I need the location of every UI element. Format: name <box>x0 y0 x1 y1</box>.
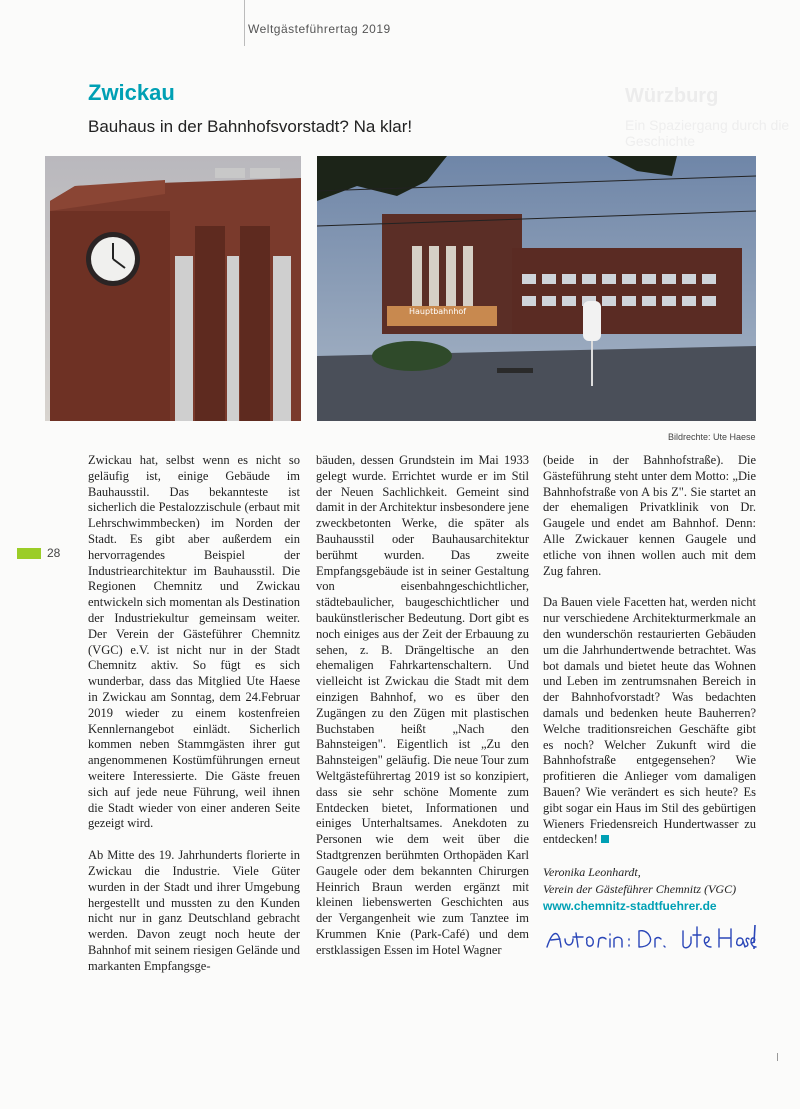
author-org: Verein der Gästeführer Chemnitz (VGC) <box>543 882 737 897</box>
author-block <box>543 864 756 898</box>
station-illustration <box>317 156 756 421</box>
bleed-through-subtitle: Ein Spaziergang durch die Geschichte <box>625 117 790 149</box>
margin-mark <box>777 1053 778 1061</box>
article-title: Zwickau <box>88 80 175 105</box>
running-header: Weltgästeführertag 2019 <box>248 22 391 36</box>
paragraph-text: Da Bauen viele Facetten hat, werden nicht nur verschiedene Architekturmerkmale an den wunderschön restaurierten Gebäuden um die Jahrhundertwende betrachtet. Was bot damals und bietet heute das Wohnen und Leben im zentrumsnahen Bereich in der Bahnhofvorstadt? Was bedachten damals und bedenken heute Bauherren? Welche traditionsreichen Geschäfte gibt es noch? Welcher Zukunft wird die Bahnhofstraße entgegensehen? Wie profitieren die Anlieger vom damaligen Bauen? Wie verändert es sich heute? Es gibt sogar ein Haus im Stil des gebürtigen Wieners Friedensreich Hundertwasser zu entdecken! <box>543 595 756 847</box>
handwriting-image <box>543 921 758 955</box>
end-mark-icon <box>601 835 609 843</box>
paragraph: bäuden, dessen Grundstein im Mai 1933 gelegt wurde. Errichtet wurde er im Stil der Neuen Sachlichkeit. Gemeint sind damit in der Architektur insbesondere jene zweckbetonten Werke, die später als Bauhausstil oder Bauhausarchitektur berühmt wurden. Das zweite Empfangsgebäude ist in seiner Gestaltung von eisenbahngeschichtlicher, städtebaulicher, baugeschichtlicher und baukünstlerischer Bedeutung. Dort gibt es noch einiges aus der Zeit der Erbauung zu sehen, z. B. Drängeltische an den ehemaligen Fahrkartenschaltern. Und vielleicht ist Zwickau die Stadt mit dem einzigen Bahnhof, wo es über den Zugängen zu den Zügen mit plastischen Buchstaben heißt „Nach den Bahnsteigen". Eigentlich ist „Zu den Bahnsteigen" geläufig. Die neue Tour zum Weltgästeführertag 2019 ist so konzipiert, dass sie sehr schöne Momente zum Entdecken bietet, Informationen und einiges Unterhaltsames. Anekdoten zu Personen wie dem weit über die Stadtgrenzen berühmten Orthopäden Karl Gaugele oder dem bekannten Chirurgen Heinrich Braun werden ergänzt mit kleinen liebenswerten Geschichten aus der Vergangenheit wie zum Tanztee im Krummen Knie (Park-Café) und dem erstklassigen Essen im Hotel Wagner <box>316 453 529 957</box>
photo-credit: Bildrechte: Ute Haese <box>668 432 756 442</box>
clock-tower-illustration <box>45 156 301 421</box>
paragraph-last <box>543 595 756 848</box>
text-column-3 <box>543 453 756 960</box>
clock-tower-photo <box>45 156 301 421</box>
text-column-1 <box>88 453 300 991</box>
handwritten-note <box>543 921 756 960</box>
paragraph: Zwickau hat, selbst wenn es nicht so geläufig ist, einige Gebäude im Bauhausstil. Das bekannteste ist sicherlich die Pestalozzischule (erbaut mit Lehrschwimmbecken) im Norden der Stadt. Es gibt aber außerdem ein hervorragendes Beispiel der Industriearchitektur im Bauhausstil. Die Regionen Chemnitz und Zwickau entwickeln sich momentan als Destination der Industriekultur gemeinsam weiter. Der Verein der Gästeführer Chemnitz (VGC) e.V. ist nicht nur in der Stadt Chemnitz aktiv. So fügt es sich wunderbar, dass das Mitglied Ute Haese in Zwickau am Sonntag, dem 24.Februar 2019 wieder zu einem kostenfreien Kennlernangebot einlädt. Sicherlich kommen neben Stammgästen ihrer gut angenommenen Kostümführungen erneut weitere Interessierte. Die Gäste freuen sich auf jede neue Führung, weil ihnen die Stadt wieder von einer anderen Seite gezeigt wird. <box>88 453 300 831</box>
paragraph: (beide in der Bahnhofstraße). Die Gästeführung steht unter dem Motto: „Die Bahnhofstraße von A bis Z". Sie startet an der ehemaligen Privatklinik von Dr. Gaugele und endet am Bahnhof. Denn: Alle Zwickauer kennen Gaugele und etliche von ihnen wollen auch mit dem Zug fahren. <box>543 453 756 578</box>
station-sign-text: Hauptbahnhof <box>409 307 467 316</box>
station-photo <box>317 156 756 421</box>
website-link[interactable]: www.chemnitz-stadtfuehrer.de <box>543 899 717 914</box>
page-number: 28 <box>47 546 61 560</box>
text-column-2 <box>316 453 529 975</box>
page-marker <box>17 548 41 559</box>
header-rule <box>244 0 245 46</box>
author-name: Veronika Leonhardt, <box>543 865 641 880</box>
paragraph: Ab Mitte des 19. Jahrhunderts florierte in Zwickau die Industrie. Viele Güter wurden in der Stadt und ihrer Umgebung hergestellt und mussten zu den Kunden nicht nur in ganz Deutschland gebracht werden. Davon zeugt noch heute der Bahnhof mit seinem riesigen Gelände und markanten Empfangsge- <box>88 848 300 973</box>
article-subtitle: Bauhaus in der Bahnhofsvorstadt? Na klar! <box>88 117 413 136</box>
bleed-through-title: Würzburg <box>625 85 719 107</box>
